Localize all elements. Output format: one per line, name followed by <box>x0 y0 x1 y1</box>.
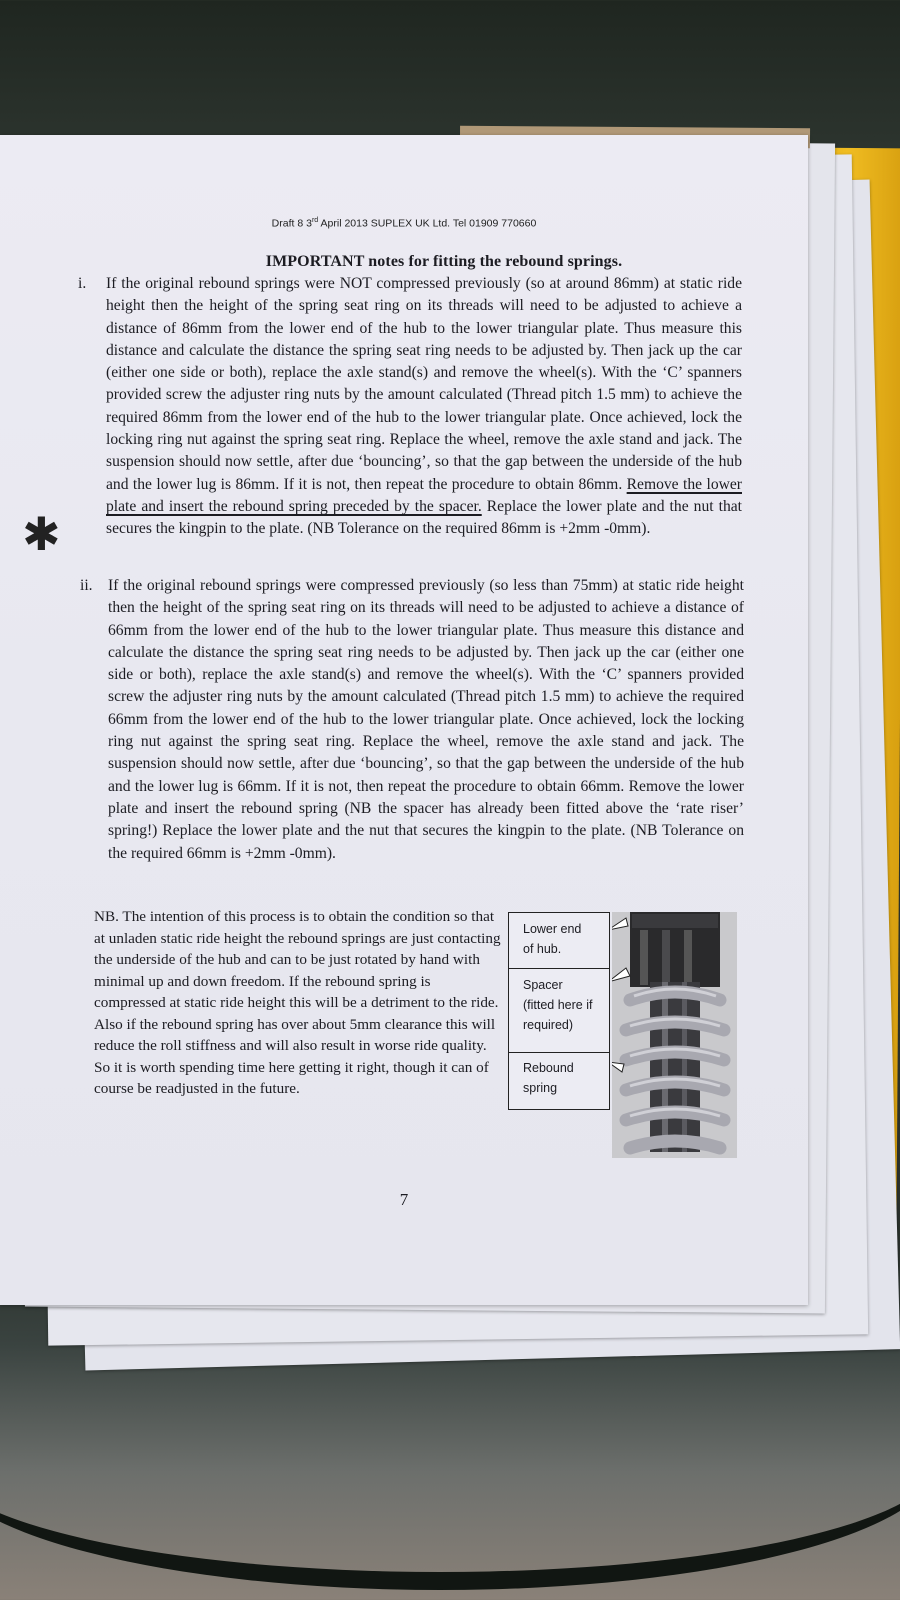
handwritten-asterisk-icon: ✱ <box>22 507 61 561</box>
list-item <box>80 575 744 865</box>
page-title: IMPORTANT notes for fitting the rebound springs. <box>265 253 623 270</box>
underlined-text: Remove the lower plate and insert the rebound spring preceded by the spacer. <box>106 475 742 515</box>
header-company: April 2013 SUPLEX UK Ltd. Tel 01909 770660 <box>318 217 537 230</box>
nb-note <box>94 906 506 1100</box>
label-spacer: Spacer (fitted here if required) <box>509 969 609 1053</box>
nb-text: NB. The intention of this process is to obtain the condition so that at unladen static ride height the rebound springs are just contacting the underside of the hub and can to be just rotated by hand with minimal up and down freedom. If the rebound spring is compressed at static ride height this will be a detriment to the ride. Also if the rebound spring has over about 5mm clearance this will reduce the roll stiffness and will also result in worse ride quality. So it is worth spending time here getting it right, though it can of course be readjusted in the future. <box>94 908 501 1097</box>
header-draft: Draft 8 3 <box>271 217 312 230</box>
figure-label-box <box>508 912 610 1110</box>
item-text <box>106 273 742 541</box>
item-number: ii. <box>80 577 93 594</box>
list-item <box>78 273 742 541</box>
item-text-part: Replace the lower plate and the nut that secures the kingpin to the plate. (NB Tolerance on the required 86mm is +2mm -0mm). <box>106 497 742 538</box>
label-rebound-spring: Rebound spring <box>523 1061 574 1095</box>
label-lower-end: Lower end of hub. <box>509 913 609 969</box>
spring-photo <box>612 912 737 1158</box>
item-number: i. <box>78 275 87 292</box>
document-page <box>0 135 808 1305</box>
header-superscript: rd <box>311 217 319 224</box>
page-header <box>0 217 808 230</box>
item-text-part: If the original rebound springs were NOT compressed previously (so at around 86mm) at static ride height then the height of the spring seat ring on its threads will need to be adjusted to achieve a distance of 86mm from the lower end of the hub to the lower triangular plate. Thus measure this distance and calculate the distance the spring seat ring needs to be adjusted by. Then jack up the car (either one side or both), replace the axle stand(s) and remove the wheel(s). With the ‘C’ spanners provided screw the adjuster ring nuts by the amount calculated (Thread pitch 1.5 mm) to achieve the required 86mm from the lower end of the hub to the lower triangular plate. Once achieved, lock the locking ring nut against the spring seat ring. Replace the wheel, remove the axle stand and jack. The suspension should now settle, after due ‘bouncing’, so that the gap between the underside of the hub and the lower lug is 86mm. If it is not, then repeat the procedure to obtain 86mm. <box>106 275 742 493</box>
page-number: 7 <box>399 1190 409 1209</box>
item-text: If the original rebound springs were compressed previously (so less than 75mm) at static ride height then the height of the spring seat ring on its threads will need to be adjusted to achieve a distance of 66mm from the lower end of the hub to the lower triangular plate. Thus measure this distance and calculate the distance the spring seat ring needs to be adjusted by. Then jack up the car (either one side or both), replace the axle stand(s) and remove the wheel(s). With the ‘C’ spanners provided screw the adjuster ring nuts by the amount calculated (Thread pitch 1.5 mm) to achieve the required 66mm from the lower end of the hub to the lower triangular plate. Once achieved, lock the locking ring nut against the spring seat ring. Replace the wheel, remove the axle stand and jack. The suspension should now settle, after due ‘bouncing’, so that the gap between the underside of the hub and the lower lug is 66mm. If it is not, then repeat the procedure to obtain 66mm. Remove the lower plate and insert the rebound spring (NB the spacer has already been fitted above the ‘rate riser’ spring!) Replace the lower plate and the nut that secures the kingpin to the plate. (NB Tolerance on the required 66mm is +2mm -0mm). <box>108 577 744 862</box>
